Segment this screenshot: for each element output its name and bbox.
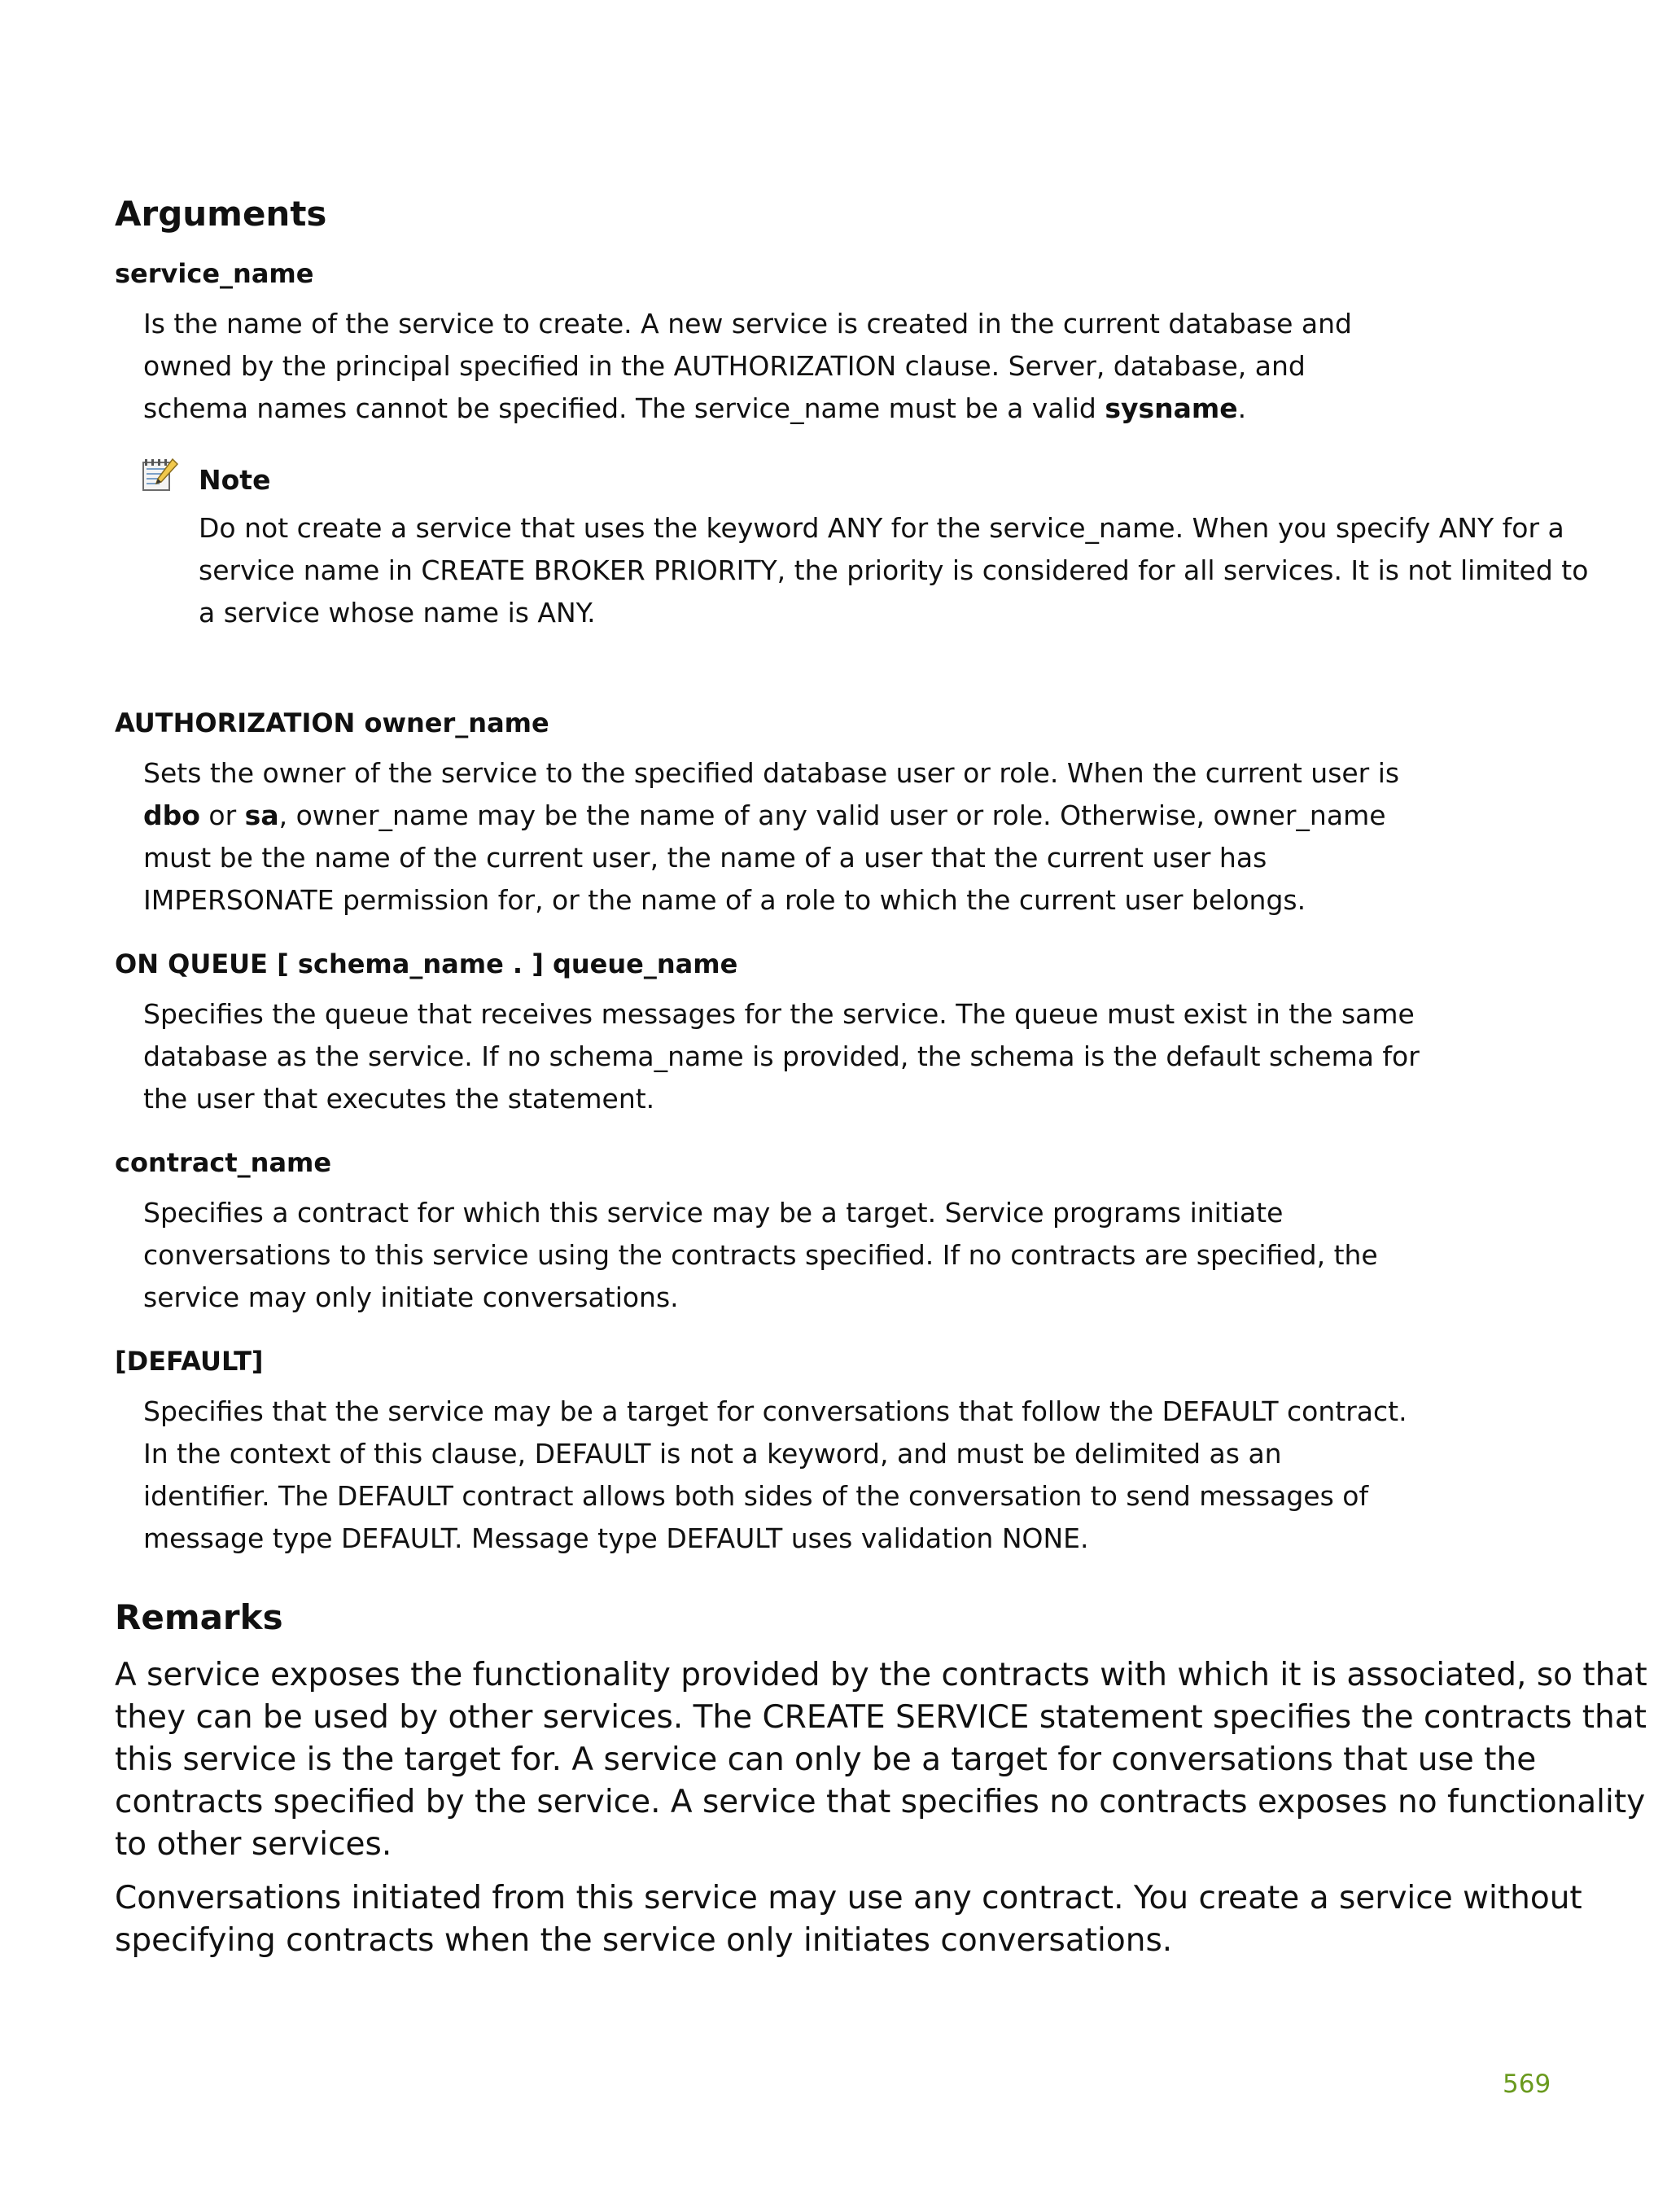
contract-name-line-2: conversations to this service using the contracts specified. If no contracts are specified, the — [143, 1239, 1378, 1271]
authorization-line-2-post: , owner_name may be the name of any valid user or role. Otherwise, owner_name — [278, 799, 1386, 831]
default-line-1: Specifies that the service may be a target for conversations that follow the DEFAULT contract. — [143, 1395, 1407, 1427]
dbo-keyword: dbo — [143, 799, 200, 831]
remarks-p1-line-5: to other services. — [115, 1826, 392, 1863]
remarks-heading: Remarks — [115, 1597, 283, 1637]
remarks-p1-line-3: this service is the target for. A service can only be a target for conversations that use the — [115, 1741, 1537, 1778]
service-name-desc-line-3-post: . — [1237, 392, 1247, 424]
on-queue-line-1: Specifies the queue that receives messages for the service. The queue must exist in the same — [143, 998, 1415, 1030]
arguments-heading: Arguments — [115, 194, 327, 234]
sysname-keyword: sysname — [1105, 392, 1238, 424]
remarks-paragraph-1 — [115, 1654, 1647, 1866]
contract-name-term: contract_name — [115, 1147, 332, 1178]
page-number: 569 — [1503, 2070, 1551, 2099]
authorization-line-2 — [143, 795, 1386, 837]
remarks-p2-line-1: Conversations initiated from this service may use any contract. You create a service without — [115, 1880, 1582, 1916]
remarks-p2-line-2: specifying contracts when the service only initiates conversations. — [115, 1922, 1173, 1959]
remarks-p1-line-2: they can be used by other services. The CREATE SERVICE statement specifies the contracts that — [115, 1699, 1647, 1736]
authorization-line-2-mid: or — [199, 799, 245, 831]
on-queue-term: ON QUEUE [ schema_name . ] queue_name — [115, 948, 738, 979]
service-name-desc-line-3 — [143, 388, 1315, 430]
service-name-description — [143, 303, 1352, 430]
default-line-2: In the context of this clause, DEFAULT is not a keyword, and must be delimited as an — [143, 1438, 1282, 1470]
service-name-desc-line-2: owned by the principal specified in the AUTHORIZATION clause. Server, database, and — [143, 350, 1306, 382]
sa-keyword: sa — [244, 799, 279, 831]
on-queue-line-2: database as the service. If no schema_name is provided, the schema is the default schema for — [143, 1040, 1420, 1072]
authorization-line-4: IMPERSONATE permission for, or the name of a role to which the current user belongs. — [143, 884, 1306, 916]
default-description — [143, 1391, 1407, 1560]
remarks-paragraph-2 — [115, 1877, 1582, 1962]
authorization-line-1: Sets the owner of the service to the specified database user or role. When the current user is — [143, 757, 1400, 789]
note-line-3: a service whose name is ANY. — [199, 597, 596, 629]
note-pad-pencil-icon — [140, 456, 179, 495]
on-queue-description — [143, 993, 1420, 1120]
default-line-3: identifier. The DEFAULT contract allows both sides of the conversation to send messages of — [143, 1480, 1369, 1512]
default-term: [DEFAULT] — [115, 1346, 264, 1377]
note-title: Note — [199, 464, 271, 496]
note-body — [199, 507, 1589, 634]
contract-name-line-1: Specifies a contract for which this service may be a target. Service programs initiate — [143, 1197, 1284, 1229]
default-line-4: message type DEFAULT. Message type DEFAULT uses validation NONE. — [143, 1522, 1089, 1554]
service-name-term: service_name — [115, 258, 314, 289]
contract-name-line-3: service may only initiate conversations. — [143, 1281, 679, 1313]
note-line-2: service name in CREATE BROKER PRIORITY, the priority is considered for all services. It is not limited to — [199, 554, 1589, 586]
on-queue-line-3: the user that executes the statement. — [143, 1083, 655, 1115]
contract-name-description — [143, 1192, 1378, 1319]
remarks-p1-line-1: A service exposes the functionality provided by the contracts with which it is associated, so that — [115, 1657, 1647, 1693]
service-name-desc-line-1: Is the name of the service to create. A new service is created in the current database and — [143, 308, 1352, 339]
authorization-description — [143, 752, 1400, 922]
authorization-term: AUTHORIZATION owner_name — [115, 707, 549, 738]
remarks-p1-line-4: contracts specified by the service. A service that specifies no contracts exposes no functionality — [115, 1784, 1646, 1820]
service-name-desc-line-3-pre: schema names cannot be specified. The service_name must be a valid — [143, 392, 1105, 424]
authorization-line-3: must be the name of the current user, the name of a user that the current user has — [143, 842, 1267, 874]
note-line-1: Do not create a service that uses the keyword ANY for the service_name. When you specify ANY for a — [199, 512, 1564, 544]
